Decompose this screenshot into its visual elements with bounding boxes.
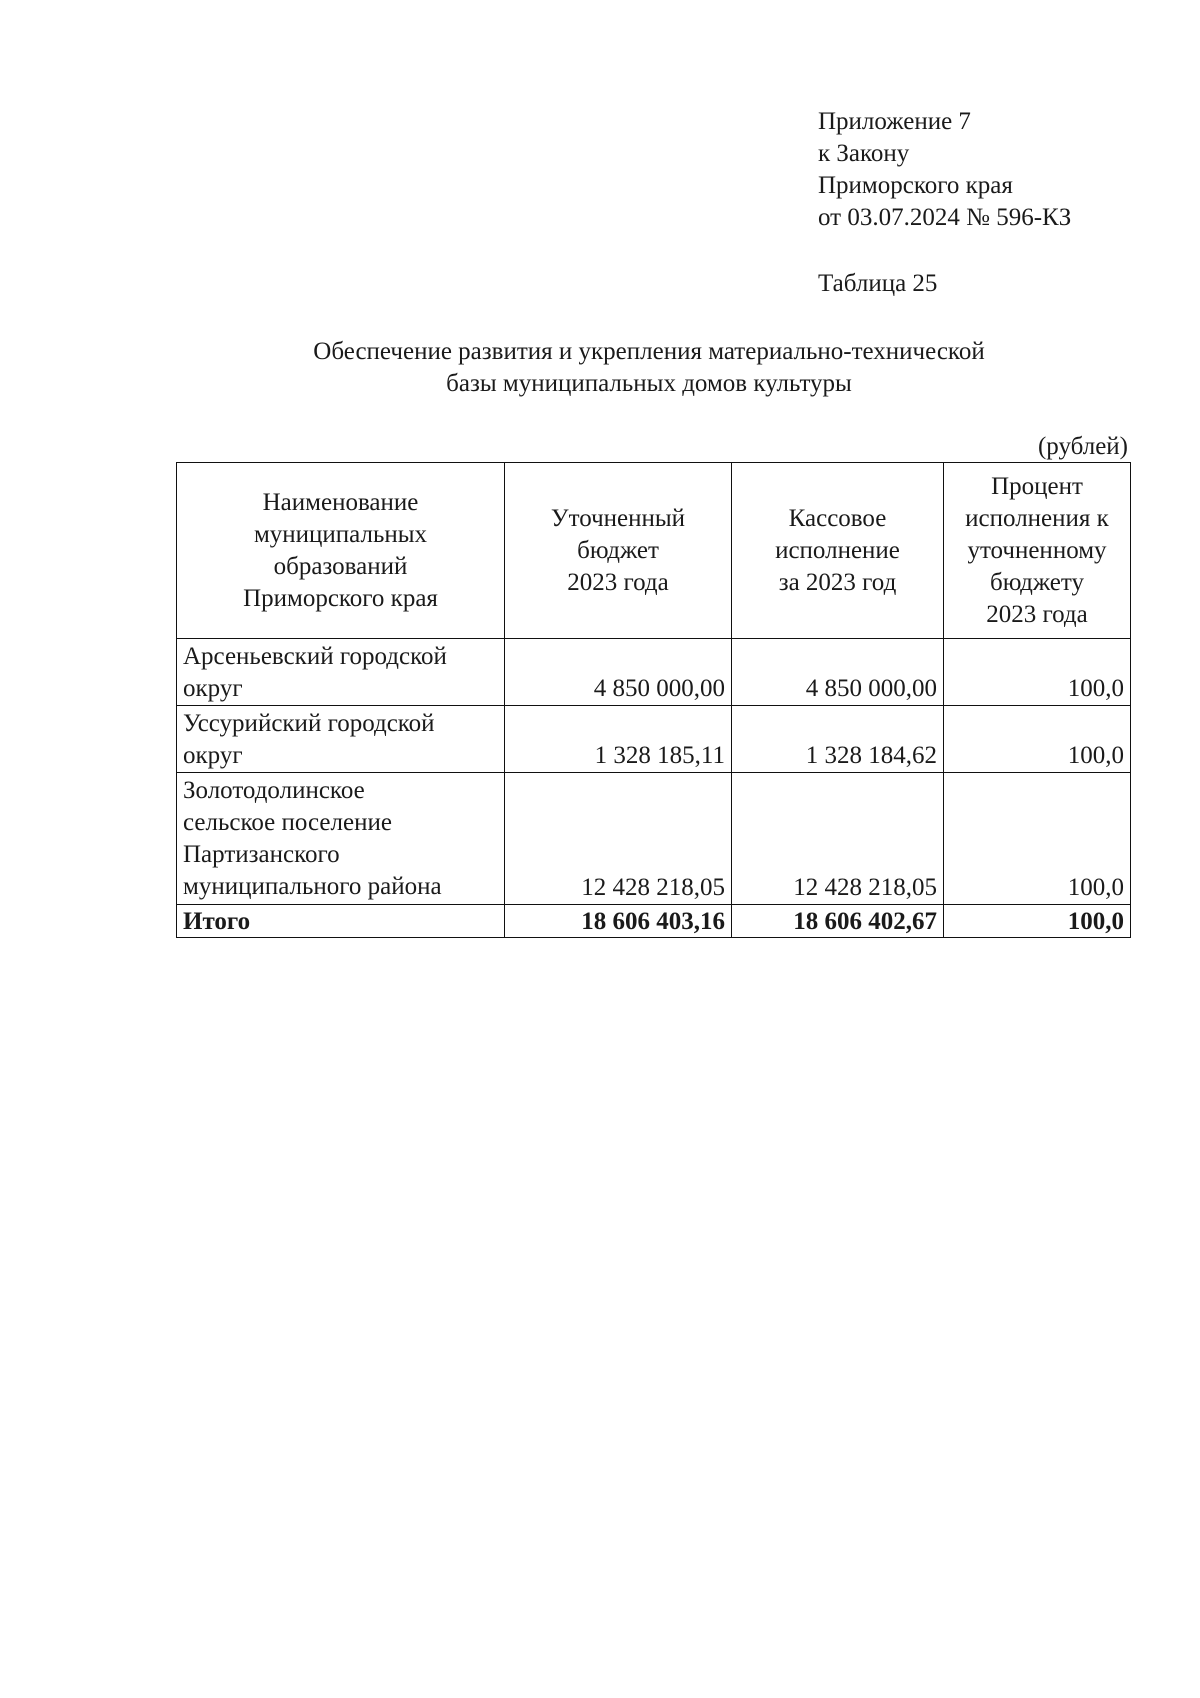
header-line: Кассовое (788, 504, 887, 532)
percent-cell: 100,0 (944, 773, 1131, 905)
document-title (170, 336, 1128, 400)
budget-table (176, 462, 1131, 938)
percent-cell: 100,0 (944, 639, 1131, 706)
execution-cell: 12 428 218,05 (732, 773, 944, 905)
appendix-line: Приморского края (818, 172, 1013, 199)
table-row (177, 706, 1131, 773)
budget-cell: 4 850 000,00 (505, 639, 732, 706)
header-line: Процент (991, 472, 1083, 500)
header-percent (944, 463, 1131, 639)
municipality-line: муниципального района (183, 873, 442, 900)
total-percent: 100,0 (944, 905, 1131, 938)
header-line: 2023 года (567, 568, 669, 596)
budget-cell: 12 428 218,05 (505, 773, 732, 905)
appendix-reference (818, 106, 1071, 234)
header-line: исполнение (775, 536, 900, 564)
table-header-row (177, 463, 1131, 639)
appendix-line: к Закону (818, 140, 910, 167)
header-line: бюджет (577, 536, 659, 564)
header-line: Уточненный (550, 504, 686, 532)
total-row (177, 905, 1131, 938)
currency-unit: (рублей) (1037, 433, 1128, 460)
municipality-cell (177, 773, 505, 905)
municipality-line: сельское поселение (183, 809, 392, 836)
header-line: Приморского края (243, 584, 438, 612)
municipality-line: округ (183, 742, 243, 769)
header-line: муниципальных (253, 520, 428, 548)
header-line: 2023 года (986, 600, 1088, 628)
table-row (177, 773, 1131, 905)
table-row (177, 639, 1131, 706)
header-line: образований (273, 552, 408, 580)
municipality-line: Уссурийский городской (183, 710, 435, 737)
appendix-line: от 03.07.2024 № 596-КЗ (818, 204, 1072, 231)
execution-cell: 4 850 000,00 (732, 639, 944, 706)
header-execution (732, 463, 944, 639)
title-line: базы муниципальных домов культуры (446, 370, 852, 397)
header-line: Наименование (262, 488, 419, 516)
appendix-line: Приложение 7 (818, 108, 971, 135)
execution-cell: 1 328 184,62 (732, 706, 944, 773)
budget-cell: 1 328 185,11 (505, 706, 732, 773)
header-budget (505, 463, 732, 639)
municipality-line: Арсеньевский городской (183, 643, 447, 670)
total-execution: 18 606 402,67 (732, 905, 944, 938)
total-budget: 18 606 403,16 (505, 905, 732, 938)
header-line: уточненному (967, 536, 1107, 564)
header-municipality (177, 463, 505, 639)
table-number: Таблица 25 (818, 270, 938, 297)
percent-cell: 100,0 (944, 706, 1131, 773)
header-line: бюджету (990, 568, 1084, 596)
municipality-cell (177, 639, 505, 706)
header-line: за 2023 год (778, 568, 897, 596)
municipality-line: Партизанского (183, 841, 340, 868)
municipality-line: округ (183, 675, 243, 702)
municipality-cell (177, 706, 505, 773)
total-label: Итого (177, 905, 505, 938)
municipality-line: Золотодолинское (183, 777, 365, 804)
header-line: исполнения к (965, 504, 1109, 532)
title-line: Обеспечение развития и укрепления материально-технической (313, 338, 985, 365)
